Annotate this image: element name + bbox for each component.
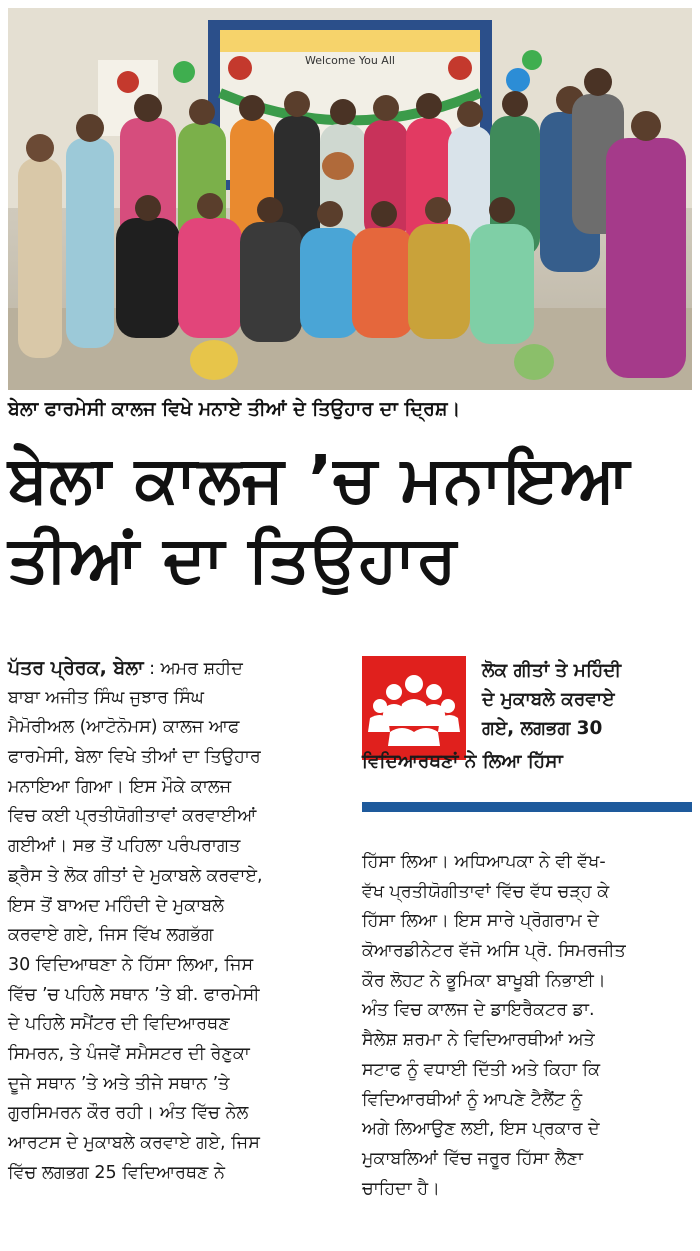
body-line: ਵੱਖ ਪ੍ਰਤੀਯੋਗੀਤਾਵਾਂ ਵਿੱਚ ਵੱਧ ਚੜ੍ਹ ਕੇ — [362, 881, 610, 902]
body-line: ਅਗੇ ਲਿਆਉਣ ਲਈ, ਇਸ ਪ੍ਰਕਾਰ ਦੇ — [362, 1119, 600, 1140]
body-line: ਵਿੱਚ ਲਗਭਗ 25 ਵਿਦਿਆਰਥਣ ਨੇ — [8, 1162, 225, 1183]
body-line: ਮੁਕਾਬਲਿਆਂ ਵਿੱਚ ਜਰੂਰ ਹਿੱਸਾ ਲੈਣਾ — [362, 1148, 583, 1169]
body-line: ਕਰਵਾਏ ਗਏ, ਜਿਸ ਵਿੱਖ ਲਗਭੱਗ — [8, 925, 214, 946]
headline-line-1: ਬੇਲਾ ਕਾਲਜ ’ਚ ਮਨਾਇਆ — [8, 443, 631, 517]
pull-quote-line: ਲੋਕ ਗੀਤਾਂ ਤੇ ਮਹਿੰਦੀ — [482, 660, 622, 681]
body-line: ਕੌਰ ਲੋਹਟ ਨੇ ਭੂਮਿਕਾ ਬਾਖੂਬੀ ਨਿਭਾਈ। — [362, 970, 606, 991]
body-line: ਅੰਤ ਵਿਚ ਕਾਲਜ ਦੇ ਡਾਇਰੈਕਟਰ ਡਾ. — [362, 1000, 595, 1021]
body-line: ਮੈਮੋਰੀਅਲ (ਆਟੋਨੋਮਸ) ਕਾਲਜ ਆਫ — [8, 717, 240, 738]
body-line: ਕੋਆਰਡੀਨੇਟਰ ਵੱਜੋ ਅਸਿ ਪ੍ਰੋ. ਸਿਮਰਜੀਤ — [362, 941, 626, 962]
body-line: ਪੱਤਰ ਪ੍ਰੇਰਕ, ਬੇਲਾ : ਅਮਰ ਸ਼ਹੀਦ — [8, 657, 243, 679]
body-line: ਆਰਟਸ ਦੇ ਮੁਕਾਬਲੇ ਕਰਵਾਏ ਗਏ, ਜਿਸ — [8, 1133, 260, 1153]
body-line: ਗੁਰਸਿਮਰਨ ਕੌਰ ਰਹੀ। ਅੰਤ ਵਿੱਚ ਨੇਲ — [8, 1103, 249, 1124]
pull-quote-rule — [362, 802, 692, 812]
pull-quote-line: ਗਏ, ਲਗਭਗ 30 — [482, 718, 603, 739]
body-line: ਫਾਰਮੇਸੀ, ਬੇਲਾ ਵਿਖੇ ਤੀਆਂ ਦਾ ਤਿਉਹਾਰ — [8, 747, 261, 768]
article-body-left — [8, 654, 345, 1188]
byline: ਪੱਤਰ ਪ੍ਰੇਰਕ, ਬੇਲਾ — [8, 657, 144, 679]
body-line: ਸਿਮਰਨ, ਤੇ ਪੰਜਵੇਂ ਸਮੈਸਟਰ ਦੀ ਰੇਣੁਕਾ — [8, 1043, 250, 1064]
body-line: ਦੇ ਪਹਿਲੇ ਸਮੈਂਟਰ ਦੀ ਵਿਦਿਆਰਥਣ — [8, 1014, 230, 1035]
body-line: ਵਿੱਚ ’ਚ ਪਹਿਲੇ ਸਥਾਨ ’ਤੇ ਬੀ. ਫਾਰਮੇਸੀ — [8, 984, 260, 1005]
body-line: ਵਿਦਿਆਰਥੀਆਂ ਨੂੰ ਆਪਣੇ ਟੈਲੈਂਟ ਨੂੰ — [362, 1089, 583, 1110]
body-line: ਬਾਬਾ ਅਜੀਤ ਸਿੰਘ ਜੁਝਾਰ ਸਿੰਘ — [8, 687, 204, 708]
body-line: ਚਾਹਿਦਾ ਹੈ। — [362, 1178, 440, 1199]
pull-quote-line: ਦੇ ਮੁਕਾਬਲੇ ਕਰਵਾਏ — [482, 689, 615, 710]
body-line: ਦੂਜੇ ਸਥਾਨ ’ਤੇ ਅਤੇ ਤੀਜੇ ਸਥਾਨ ’ਤੇ — [8, 1073, 230, 1094]
body-line: ਗਈਆਂ। ਸਭ ਤੋਂ ਪਹਿਲਾ ਪਰੰਪਰਾਗਤ — [8, 836, 241, 857]
pull-quote-line: ਵਿਦਿਆਰਥਣਾਂ ਨੇ ਲਿਆ ਹਿੱਸਾ — [362, 751, 563, 772]
pull-quote — [362, 656, 692, 808]
body-line: ਹਿੱਸਾ ਲਿਆ। ਇਸ ਸਾਰੇ ਪ੍ਰੋਗਰਾਮ ਦੇ — [362, 911, 599, 932]
body-line: ਡ੍ਰੈਸ ਤੇ ਲੋਕ ਗੀਤਾਂ ਦੇ ਮੁਕਾਬਲੇ ਕਰਵਾਏ, — [8, 865, 263, 886]
body-line: ਹਿੱਸਾ ਲਿਆ। ਅਧਿਆਪਕਾ ਨੇ ਵੀ ਵੱਖ- — [362, 852, 606, 872]
body-line: 30 ਵਿਦਿਆਥਣਾ ਨੇ ਹਿੱਸਾ ਲਿਆ, ਜਿਸ — [8, 954, 254, 975]
photo-caption: ਬੇਲਾ ਫਾਰਮੇਸੀ ਕਾਲਜ ਵਿਖੇ ਮਨਾਏ ਤੀਆਂ ਦੇ ਤਿਉਹਾਰ ਦਾ ਦ੍ਰਿਸ਼। — [8, 398, 461, 420]
body-line: ਸੈਲੇਸ਼ ਸ਼ਰਮਾ ਨੇ ਵਿਦਿਆਰਥੀਆਂ ਅਤੇ — [362, 1030, 595, 1051]
body-line: ਇਸ ਤੋਂ ਬਾਅਦ ਮਹਿੰਦੀ ਦੇ ਮੁਕਾਬਲੇ — [8, 895, 224, 916]
pull-quote-text — [362, 656, 692, 776]
body-line: ਮਨਾਇਆ ਗਿਆ। ਇਸ ਮੌਕੇ ਕਾਲਜ — [8, 776, 232, 797]
welcome-banner-text: Welcome You All — [305, 54, 395, 67]
headline-line-2: ਤੀਆਂ ਦਾ ਤਿਉਹਾਰ — [8, 523, 458, 597]
body-line: ਸਟਾਫ ਨੂੰ ਵਧਾਈ ਦਿੱਤੀ ਅਤੇ ਕਿਹਾ ਕਿ — [362, 1059, 601, 1080]
article-photo — [8, 8, 692, 390]
headline — [8, 440, 692, 600]
article-body-right — [362, 848, 692, 1204]
body-line: ਵਿਚ ਕਈ ਪ੍ਰਤੀਯੋਗੀਤਾਵਾਂ ਕਰਵਾਈਆਂ — [8, 806, 257, 827]
